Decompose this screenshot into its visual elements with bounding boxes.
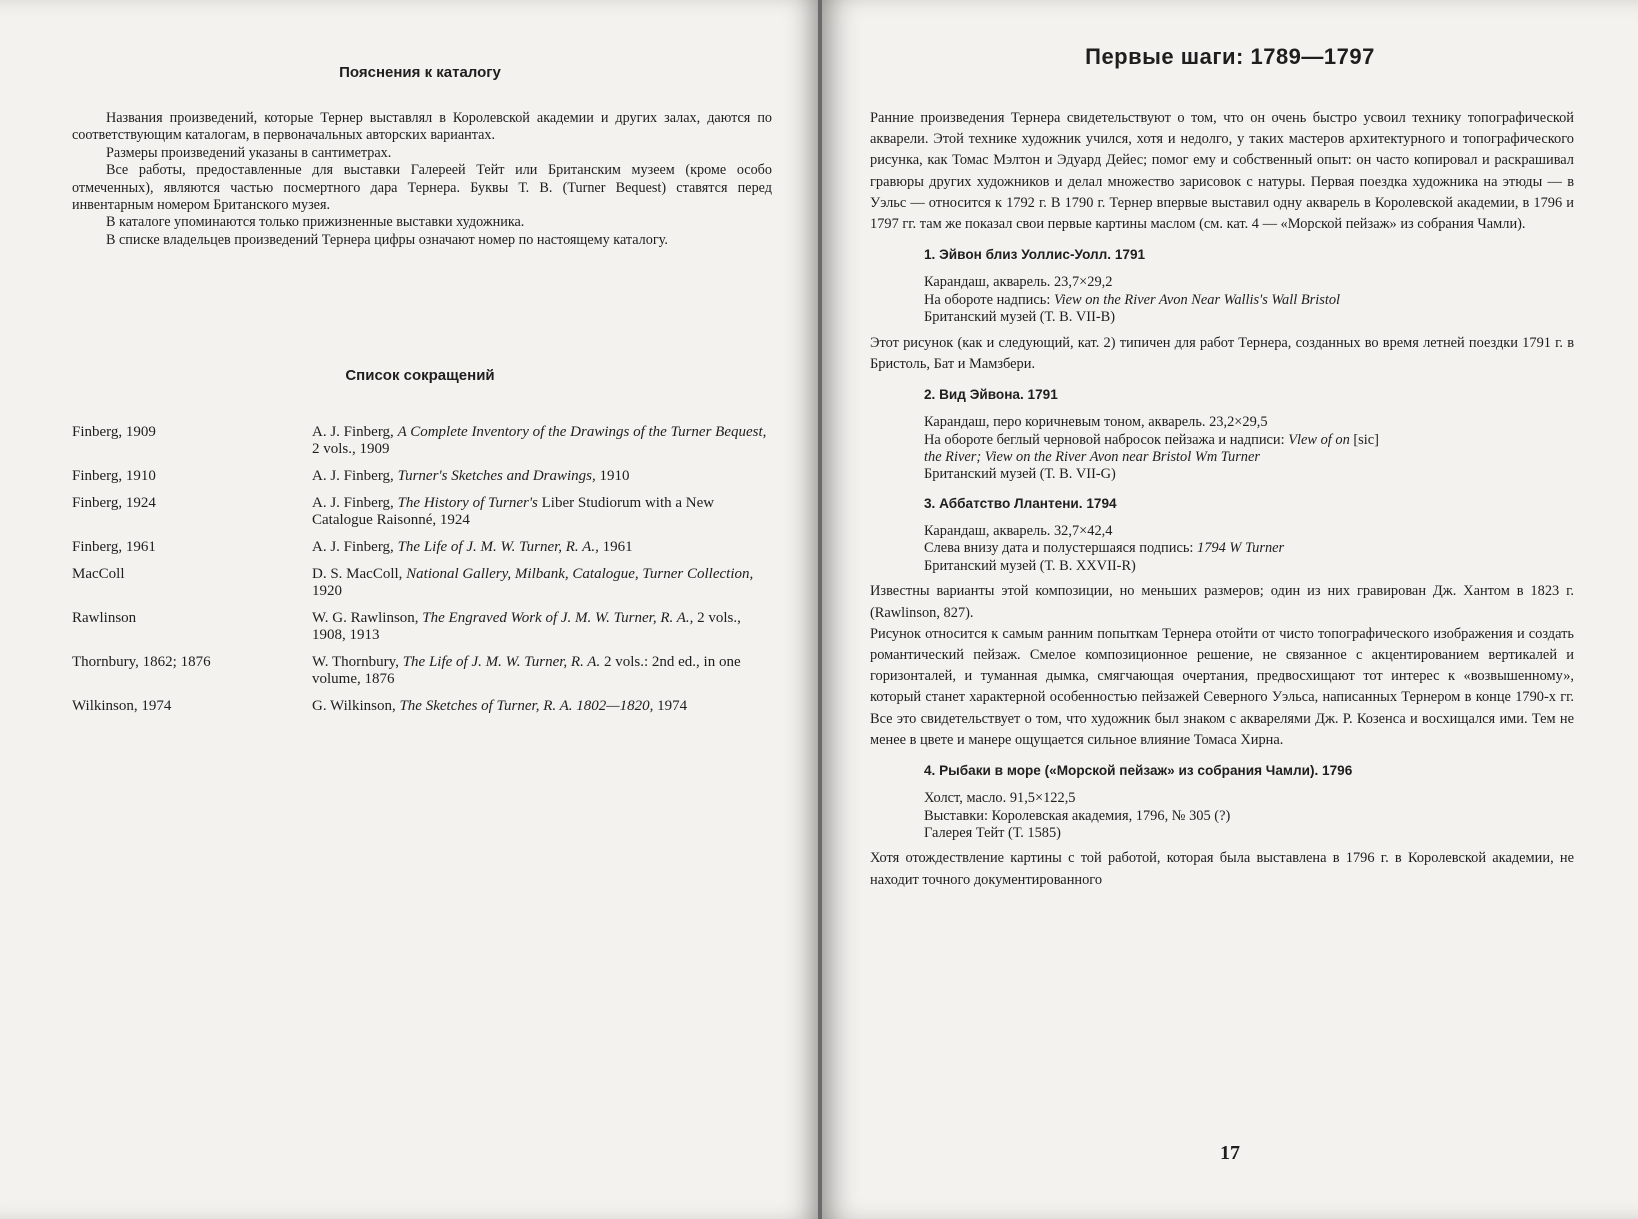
abbreviation-row xyxy=(72,654,772,688)
entry-detail-text: Карандаш, акварель. 23,7×29,2 xyxy=(924,274,1113,291)
entry-detail-line xyxy=(924,466,1574,483)
reference-author: A. J. Finberg, xyxy=(312,495,398,511)
abbreviation-row xyxy=(72,468,772,485)
notes-heading: Пояснения к каталогу xyxy=(339,64,501,81)
notes-paragraph: В каталоге упоминаются только прижизненные выставки художника. xyxy=(106,214,525,231)
entry-inscription: the River; View on the River Avon near Bristol Wm Turner xyxy=(924,449,1260,466)
reference-details: Liber Studiorum with a New Catalogue Raisonné, 1924 xyxy=(312,495,715,528)
entry-detail-line xyxy=(924,523,1574,540)
entry-detail-line xyxy=(924,558,1574,575)
abbreviation-reference xyxy=(312,468,772,485)
entry-detail-text: Карандаш, акварель. 32,7×42,4 xyxy=(924,523,1113,540)
entry-detail-line xyxy=(924,790,1574,807)
abbreviation-reference xyxy=(312,610,772,644)
entry-detail-line xyxy=(924,449,1574,466)
reference-author: G. Wilkinson, xyxy=(312,698,400,714)
abbreviation-key: Finberg, 1924 xyxy=(72,495,156,511)
notes-paragraph: Все работы, предоставленные для выставки Галереей Тейт или Британским музеем (кроме особо отмеченных), являются частью посмертного дара Тернера. Буквы Т. В. (Turner Bequest) ставятся перед инвентарным номером Британского музея. xyxy=(72,162,772,214)
entry-detail-line xyxy=(924,292,1574,309)
entry-detail-text: Британский музей (Т. В. XXVII-R) xyxy=(924,557,1136,574)
abbreviation-row xyxy=(72,698,772,715)
catalogue-entry xyxy=(924,493,1574,575)
reference-author: A. J. Finberg, xyxy=(312,468,398,484)
entry-title: 3. Аббатство Ллантени. 1794 xyxy=(924,495,1117,511)
entry-detail-line xyxy=(924,274,1574,291)
reference-author: W. G. Rawlinson, xyxy=(312,610,423,626)
abbreviation-key: Thornbury, 1862; 1876 xyxy=(72,654,211,670)
abbreviations-heading: Список сокращений xyxy=(345,367,495,384)
abbreviation-reference xyxy=(312,539,772,556)
commentary-paragraph: Известны варианты этой композиции, но меньших размеров; один из них гравирован Дж. Хантом в 1823 г. (Rawlinson, 827). xyxy=(870,583,1574,621)
entry-title: 2. Вид Эйвона. 1791 xyxy=(924,387,1058,403)
reference-title: The Engraved Work of J. M. W. Turner, R. A., xyxy=(422,610,694,626)
abbreviation-row xyxy=(72,424,772,458)
reference-details: 2 vols., 1909 xyxy=(312,441,390,457)
reference-title: The Life of J. M. W. Turner, R. A., xyxy=(397,539,599,555)
reference-details: 1920 xyxy=(312,583,342,599)
entry-inscription: Vlew of on xyxy=(1288,431,1350,448)
reference-title: A Complete Inventory of the Drawings of the Turner Bequest, xyxy=(397,424,767,440)
notes-paragraph: Названия произведений, которые Тернер выставлял в Королевской академии и других залах, даются по соответствующим каталогам, в первоначальных авторских вариантах. xyxy=(72,110,772,144)
abbreviation-key: Wilkinson, 1974 xyxy=(72,698,172,714)
reference-title: Turner's Sketches and Drawings, xyxy=(397,468,596,484)
notes-section xyxy=(72,110,772,249)
abbreviation-reference xyxy=(312,566,772,600)
reference-title: The History of Turner's xyxy=(397,495,538,511)
entry-detail-line xyxy=(924,414,1574,431)
commentary-paragraph: Этот рисунок (как и следующий, кат. 2) типичен для работ Тернера, созданных во время летней поездки 1791 г. в Бристоль, Бат и Мамзбери. xyxy=(870,334,1574,372)
page-number: 17 xyxy=(1220,1142,1240,1164)
abbreviation-key: MacColl xyxy=(72,566,125,582)
abbreviation-key: Rawlinson xyxy=(72,610,137,626)
entry-detail-text: На обороте беглый черновой набросок пейзажа и надписи: xyxy=(924,431,1289,448)
entry-detail-text: Выставки: Королевская академия, 1796, № 305 (?) xyxy=(924,807,1231,824)
entry-detail-text: Британский музей (Т. В. VII-В) xyxy=(924,309,1116,326)
intro-paragraph: Ранние произведения Тернера свидетельствуют о том, что он очень быстро усвоил технику топографической акварели. Этой технике художник учился, хотя и недолго, у таких мастеров архитектурного и топографического рисунка, как Томас Мэлтон и Эдуард Дейес; помог ему и собственный опыт: он часто копировал и раскрашивал гравюры других художников и делал множество зарисовок с натуры. Первая поездка художника на этюды — в Уэльс — относится к 1792 г. В 1790 г. Тернер впервые выставил одну акварель в Королевской академии, в 1796 и 1797 гг. там же показал свои первые картины маслом (см. кат. 4 — «Морской пейзаж» из собрания Чамли). xyxy=(870,110,1574,233)
abbreviation-reference xyxy=(312,495,772,529)
reference-author: A. J. Finberg, xyxy=(312,424,398,440)
right-page xyxy=(822,0,1638,1219)
entry-inscription: 1794 W Turner xyxy=(1197,540,1285,557)
entry-detail-line xyxy=(924,540,1574,557)
catalogue-entry xyxy=(924,384,1574,484)
reference-details: 1961 xyxy=(598,539,633,555)
reference-details: 2 vols.: 2nd ed., in one volume, 1876 xyxy=(312,654,741,687)
abbreviations-list xyxy=(72,424,772,725)
entry-detail-line xyxy=(924,808,1574,825)
reference-title: National Gallery, Milbank, Catalogue, Turner Collection, xyxy=(406,566,754,582)
entry-title: 4. Рыбаки в море («Морской пейзаж» из собрания Чамли). 1796 xyxy=(924,762,1353,778)
reference-details: 2 vols., 1908, 1913 xyxy=(312,610,741,643)
chapter-heading: Первые шаги: 1789—1797 xyxy=(1085,44,1375,69)
catalogue-entry xyxy=(924,244,1574,326)
reference-author: A. J. Finberg, xyxy=(312,539,398,555)
entry-detail-text: Карандаш, перо коричневым тоном, акварель. 23,2×29,5 xyxy=(924,414,1268,431)
reference-details: 1910 xyxy=(595,468,630,484)
abbreviation-reference xyxy=(312,654,772,688)
entry-detail-line xyxy=(924,432,1574,449)
entry-detail-line xyxy=(924,309,1574,326)
entry-title: 1. Эйвон близ Уоллис-Уолл. 1791 xyxy=(924,247,1146,263)
commentary-paragraph: Хотя отождествление картины с той работой, которая была выставлена в 1796 г. в Королевской академии, не находит точного документированного xyxy=(870,850,1574,888)
abbreviation-reference xyxy=(312,424,772,458)
left-page xyxy=(0,0,818,1219)
abbreviation-key: Finberg, 1910 xyxy=(72,468,156,484)
entry-detail-text: Слева внизу дата и полустершаяся подпись: xyxy=(924,540,1197,557)
abbreviation-row xyxy=(72,610,772,644)
entry-detail-text: Холст, масло. 91,5×122,5 xyxy=(924,790,1076,807)
abbreviation-row xyxy=(72,566,772,600)
reference-title: The Sketches of Turner, R. A. 1802—1820, xyxy=(399,698,654,714)
abbreviation-key: Finberg, 1961 xyxy=(72,539,156,555)
reference-title: The Life of J. M. W. Turner, R. A. xyxy=(402,654,601,670)
entry-detail-text: Галерея Тейт (Т. 1585) xyxy=(924,824,1061,841)
abbreviation-key: Finberg, 1909 xyxy=(72,424,156,440)
entry-inscription: View on the River Avon Near Wallis's Wall Bristol xyxy=(1053,291,1341,308)
reference-author: D. S. MacColl, xyxy=(312,566,407,582)
entry-detail-text: На обороте надпись: xyxy=(924,291,1054,308)
notes-paragraph: В списке владельцев произведений Тернера цифры означают номер по настоящему каталогу. xyxy=(106,231,668,248)
reference-details: 1974 xyxy=(653,698,688,714)
entry-detail-line xyxy=(924,825,1574,842)
reference-author: W. Thornbury, xyxy=(312,654,403,670)
commentary-paragraph: Рисунок относится к самым ранним попыткам Тернера отойти от чисто топографического изображения и создать романтический пейзаж. Смелое композиционное решение, не связанное с акцентированием вертикалей и горизонталей, и туманная дымка, смягчающая очертания, предвосхищают тот интерес к «возвышенному», который станет характерной особенностью пейзажей Северного Уэльса, написанных Тернером в конце 1790-х гг. Все это свидетельствует о том, что художник был знаком с акварелями Дж. Р. Козенса и восхищался ими. Тем не менее в цвете и манере ощущается сильное влияние Томаса Хирна. xyxy=(870,625,1574,748)
chapter-content xyxy=(870,108,1574,891)
abbreviation-row xyxy=(72,539,772,556)
notes-paragraph: Размеры произведений указаны в сантиметрах. xyxy=(106,144,392,161)
entry-detail-note: [sic] xyxy=(1349,431,1379,448)
abbreviation-reference xyxy=(312,698,772,715)
entry-detail-text: Британский музей (Т. В. VII-G) xyxy=(924,466,1116,483)
abbreviation-row xyxy=(72,495,772,529)
catalogue-entry xyxy=(924,760,1574,842)
